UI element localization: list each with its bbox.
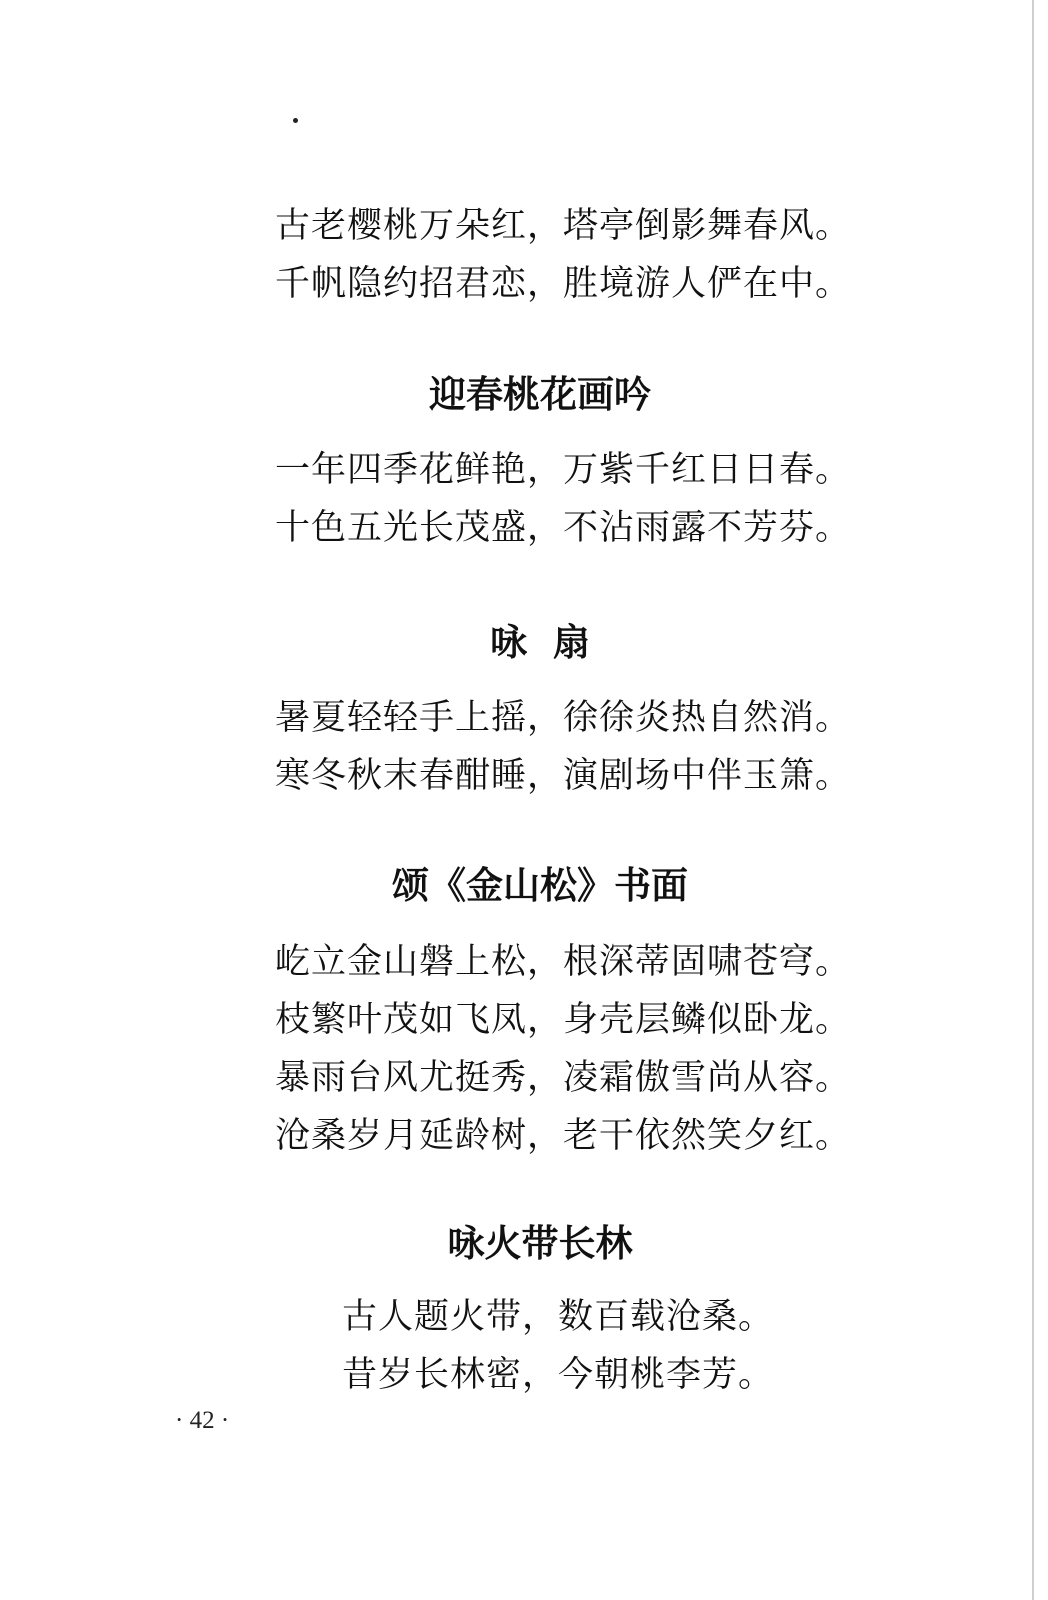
poem4-line-3: 暴雨台风尤挺秀，凌霜傲雪尚从容。: [275, 1058, 852, 1098]
poem4-line-4: 沧桑岁月延龄树，老干依然笑夕红。: [275, 1116, 852, 1156]
poem1-line-2: 千帆隐约招君恋，胜境游人俨在中。: [275, 264, 852, 304]
poem4-line-2: 枝繁叶茂如飞凤，身壳层鳞似卧龙。: [275, 1000, 852, 1040]
poem2-line-1: 一年四季花鲜艳，万紫千红日日春。: [275, 450, 852, 490]
poem3-line-1: 暑夏轻轻手上摇，徐徐炎热自然消。: [275, 698, 852, 738]
poem5-line-1: 古人题火带，数百载沧桑。: [342, 1297, 775, 1337]
poem2-line-2: 十色五光长茂盛，不沾雨露不芳芬。: [275, 508, 852, 548]
ink-dot: [293, 118, 298, 123]
page-edge-shadow: [1032, 0, 1034, 1600]
poem3-title: 咏 扇: [490, 621, 590, 664]
poem2-title: 迎春桃花画吟: [429, 373, 651, 416]
poem1-line-1: 古老樱桃万朵红，塔亭倒影舞春风。: [275, 206, 852, 246]
poem4-line-1: 屹立金山磐上松，根深蒂固啸苍穹。: [275, 942, 852, 982]
page-number: · 42 ·: [175, 1407, 230, 1434]
poem5-line-2: 昔岁长林密，今朝桃李芳。: [342, 1355, 775, 1395]
poem4-title: 颂《金山松》书面: [392, 864, 688, 907]
poem5-title: 咏火带长林: [447, 1222, 633, 1265]
poem3-line-2: 寒冬秋末春酣睡，演剧场中伴玉箫。: [275, 756, 852, 796]
